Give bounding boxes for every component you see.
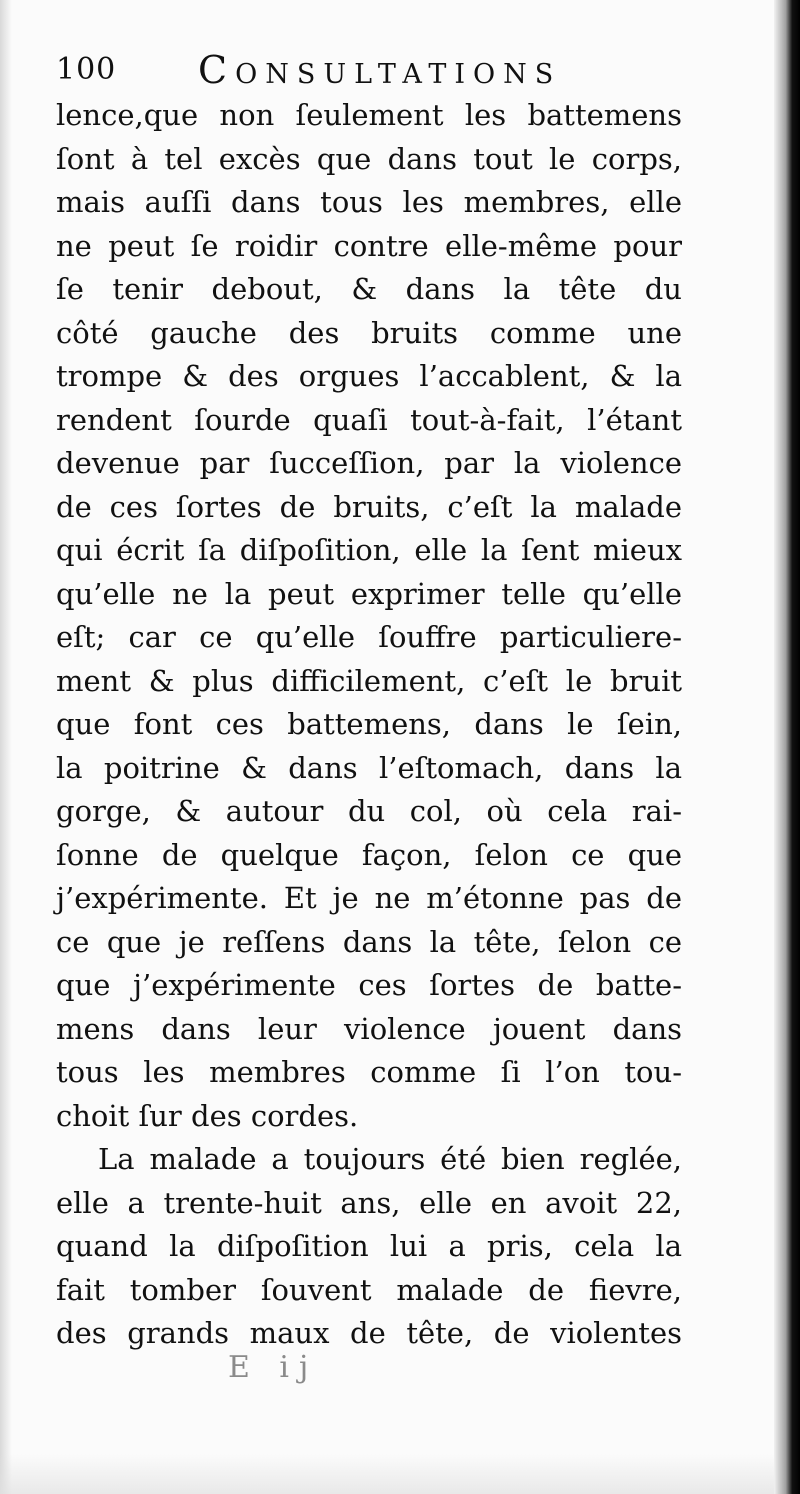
signature-mark: E ij [228,1350,319,1385]
text-line: trompe & des orgues l’accablent, & la [56,359,682,393]
text-line: de ces ſortes de bruits, c’eſt la malade [56,489,682,524]
page-edge-shadow [774,0,800,1494]
text-line: des grands maux de tête, de violentes [56,1316,682,1350]
page-gutter-shadow [0,0,12,1494]
text-line: rendent ſourde quaſi tout-à-fait, l’étant [56,402,682,437]
text-line: j’expérimente. Et je ne m’étonne pas de [56,881,682,915]
text-line: ſonne de quelque façon, ſelon ce que [56,837,682,872]
text-line: que font ces battemens, dans le ſein, [56,707,682,741]
text-line: côté gauche des bruits comme une [56,315,682,350]
text-line: mens dans leur violence jouent dans [56,1011,682,1046]
text-line: que j’expérimente ces ſortes de batte- [56,968,682,1002]
text-line: elle a trente-huit ans, elle en avoit 22, [56,1185,682,1220]
text-line: ment & plus difficilement, c’eſt le bruit [56,663,682,698]
text-line: la poitrine & dans l’eſtomach, dans la [56,750,682,785]
text-line: lence,que non ſeulement les battemens [56,98,682,132]
text-line: devenue par ſucceſſion, par la violence [56,446,682,480]
text-line: fait tomber ſouvent malade de fievre, [56,1272,682,1307]
text-line: eſt; car ce qu’elle ſouffre particuliere- [56,620,682,654]
text-line: La malade a toujours été bien reglée, [98,1142,682,1176]
text-line: gorge, & autour du col, où cela rai- [56,794,682,828]
page-header [56,46,676,92]
text-line: tous les membres comme ſi l’on tou- [56,1055,682,1089]
text-line: qui écrit ſa diſpoſition, elle la ſent mieux [56,533,682,567]
text-line: quand la diſpoſition lui a pris, cela la [56,1229,682,1263]
body-text [56,94,682,1356]
text-line: ſont à tel excès que dans tout le corps, [56,141,682,176]
page-bottom-shade [0,1454,800,1494]
text-line: ſe tenir debout, & dans la tête du [56,272,682,306]
text-line: choit ſur des cordes. [56,1098,359,1133]
text-line: qu’elle ne la peut exprimer telle qu’elle [56,576,682,611]
text-line: ce que je reſſens dans la tête, ſelon ce [56,924,682,959]
page-number: 100 [56,52,117,87]
text-line: ne peut ſe roidir contre elle-même pour [56,228,682,263]
running-head: Consultations [198,48,562,92]
text-line: mais auſſi dans tous les membres, elle [56,185,682,219]
